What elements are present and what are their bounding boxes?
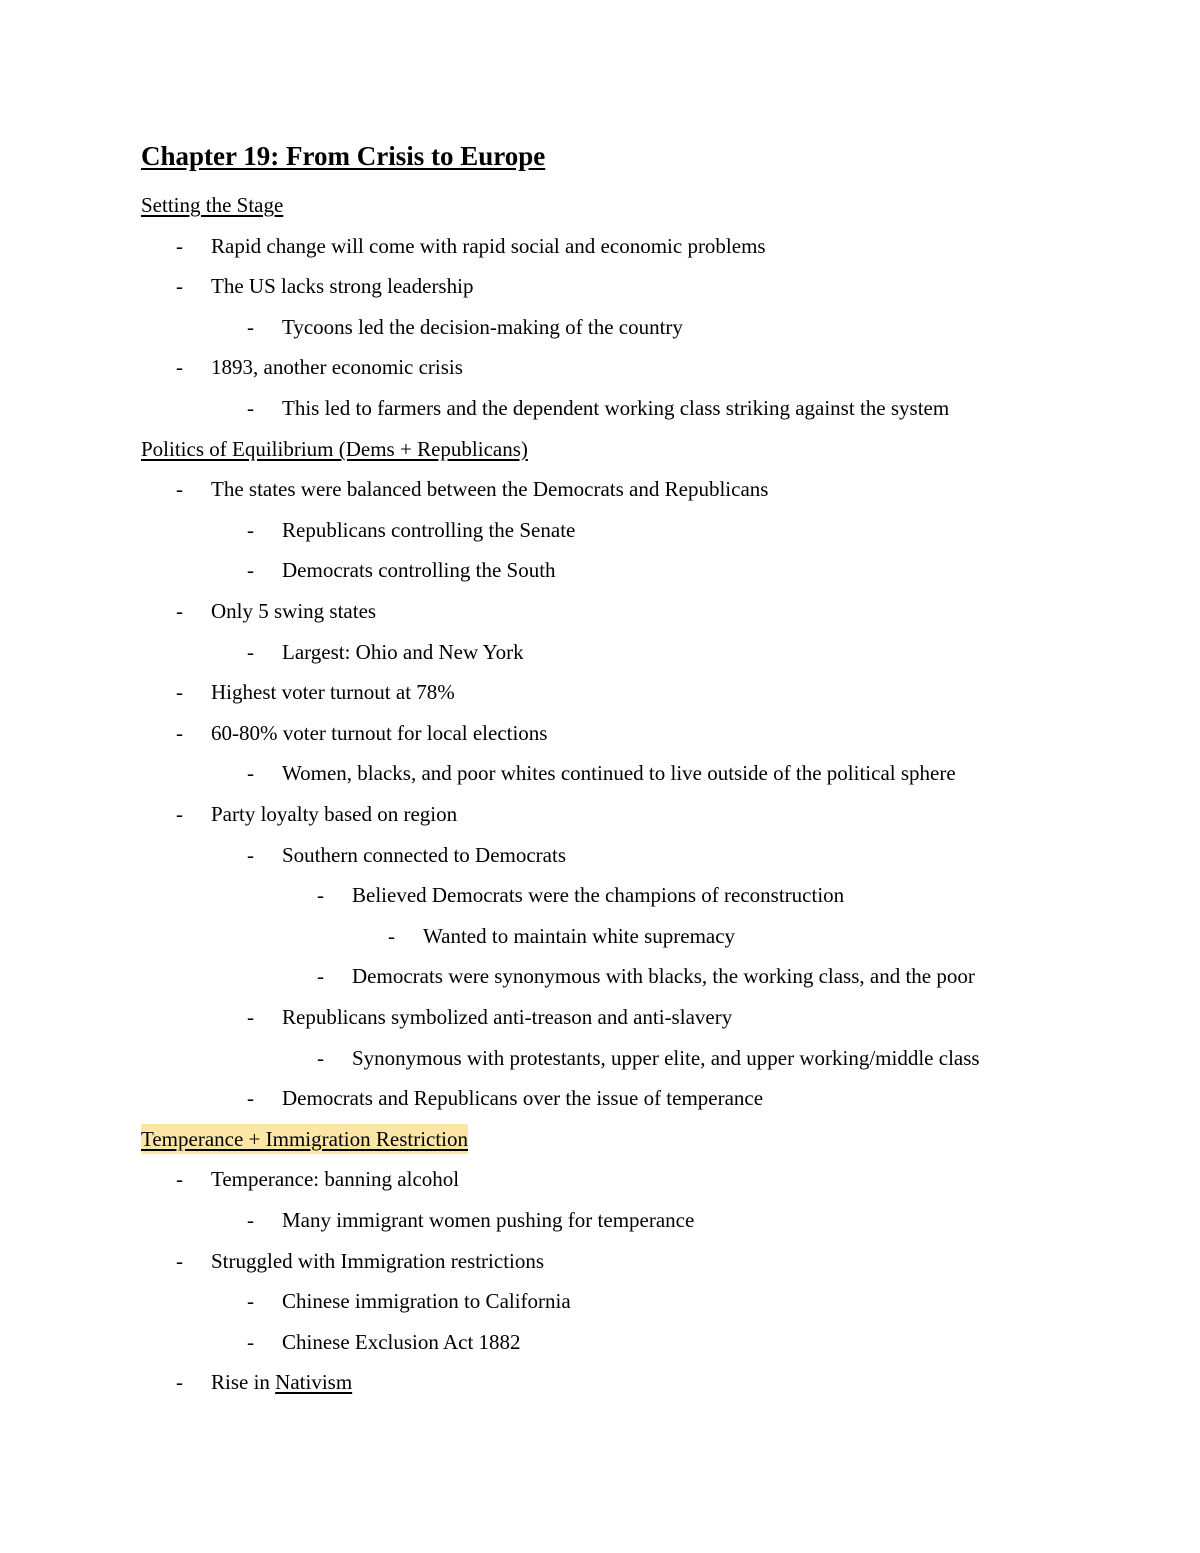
list-item — [282, 1002, 732, 1032]
bullet-dash: - — [247, 1330, 254, 1354]
list-item-text: Many immigrant women pushing for temperance — [282, 1208, 695, 1232]
bullet-dash: - — [247, 558, 254, 582]
list-item-text: This led to farmers and the dependent working class striking against the system — [282, 396, 950, 420]
bullet-dash: - — [176, 1167, 183, 1191]
list-item-text: Only 5 swing states — [211, 599, 377, 623]
bullet-dash: - — [247, 1208, 254, 1232]
list-item — [282, 393, 949, 423]
bullet-dash: - — [247, 640, 254, 664]
section-heading: Temperance + Immigration Restriction — [141, 1124, 468, 1154]
list-item-text: Democrats controlling the South — [282, 558, 556, 582]
bullet-dash: - — [247, 518, 254, 542]
list-item-text: Believed Democrats were the champions of reconstruction — [352, 883, 845, 907]
list-item — [282, 1083, 763, 1113]
bullet-dash: - — [247, 315, 254, 339]
list-item-text: Rise in — [211, 1370, 276, 1394]
bullet-dash: - — [176, 274, 183, 298]
list-item-text: The states were balanced between the Democrats and Republicans — [211, 477, 769, 501]
bullet-dash: - — [317, 964, 324, 988]
list-item — [423, 921, 735, 951]
bullet-dash: - — [176, 802, 183, 826]
list-item-text: 1893, another economic crisis — [211, 355, 463, 379]
list-item-text: Democrats and Republicans over the issue of temperance — [282, 1086, 764, 1110]
list-item — [211, 596, 376, 626]
list-item — [211, 799, 457, 829]
list-item — [211, 677, 455, 707]
bullet-dash: - — [247, 1289, 254, 1313]
list-item — [352, 961, 975, 991]
list-item-text: Chinese Exclusion Act 1882 — [282, 1330, 521, 1354]
list-item — [352, 1043, 980, 1073]
list-item — [211, 474, 768, 504]
bullet-dash: - — [176, 680, 183, 704]
list-item — [282, 840, 566, 870]
list-item — [352, 880, 844, 910]
list-item — [282, 555, 556, 585]
bullet-dash: - — [317, 1046, 324, 1070]
list-item-text: Rapid change will come with rapid social and economic problems — [211, 234, 766, 258]
list-item — [211, 1367, 352, 1397]
bullet-dash: - — [247, 396, 254, 420]
list-item-text: Wanted to maintain white supremacy — [423, 924, 736, 948]
bullet-dash: - — [176, 721, 183, 745]
list-item-text: Party loyalty based on region — [211, 802, 458, 826]
bullet-dash: - — [247, 761, 254, 785]
list-item-text: 60-80% voter turnout for local elections — [211, 721, 548, 745]
list-item — [211, 1164, 459, 1194]
section-heading: Setting the Stage — [141, 193, 284, 217]
list-item — [211, 1246, 544, 1276]
list-item — [282, 637, 524, 667]
list-item-text: Republicans controlling the Senate — [282, 518, 576, 542]
page-title: Chapter 19: From Crisis to Europe — [141, 141, 546, 171]
list-item — [282, 515, 575, 545]
list-item — [282, 1286, 571, 1316]
list-item-text: Synonymous with protestants, upper elite, and upper working/middle class — [352, 1046, 980, 1070]
list-item-text: Republicans symbolized anti-treason and anti-slavery — [282, 1005, 733, 1029]
bullet-dash: - — [247, 1005, 254, 1029]
bullet-dash: - — [247, 843, 254, 867]
list-item-text: Tycoons led the decision-making of the country — [282, 315, 683, 339]
bullet-dash: - — [176, 1249, 183, 1273]
list-item — [211, 231, 766, 261]
list-item — [282, 312, 683, 342]
bullet-dash: - — [176, 355, 183, 379]
bullet-dash: - — [176, 234, 183, 258]
list-item — [211, 352, 463, 382]
list-item-text: Largest: Ohio and New York — [282, 640, 524, 664]
list-item — [282, 1327, 521, 1357]
bullet-dash: - — [247, 1086, 254, 1110]
bullet-dash: - — [388, 924, 395, 948]
list-item-text: The US lacks strong leadership — [211, 274, 474, 298]
list-item-text: Struggled with Immigration restrictions — [211, 1249, 545, 1273]
list-item — [211, 718, 547, 748]
list-item — [282, 758, 956, 788]
list-item — [282, 1205, 694, 1235]
list-item-text: Women, blacks, and poor whites continued to live outside of the political sphere — [282, 761, 956, 785]
underlined-term: Nativism — [275, 1370, 353, 1394]
section-heading: Politics of Equilibrium (Dems + Republicans) — [141, 437, 528, 461]
list-item — [211, 271, 473, 301]
list-item-text: Democrats were synonymous with blacks, the working class, and the poor — [352, 964, 975, 988]
bullet-dash: - — [176, 599, 183, 623]
list-item-text: Highest voter turnout at 78% — [211, 680, 455, 704]
bullet-dash: - — [176, 477, 183, 501]
bullet-dash: - — [176, 1370, 183, 1394]
list-item-text: Temperance: banning alcohol — [211, 1167, 460, 1191]
list-item-text: Chinese immigration to California — [282, 1289, 571, 1313]
bullet-dash: - — [317, 883, 324, 907]
list-item-text: Southern connected to Democrats — [282, 843, 566, 867]
